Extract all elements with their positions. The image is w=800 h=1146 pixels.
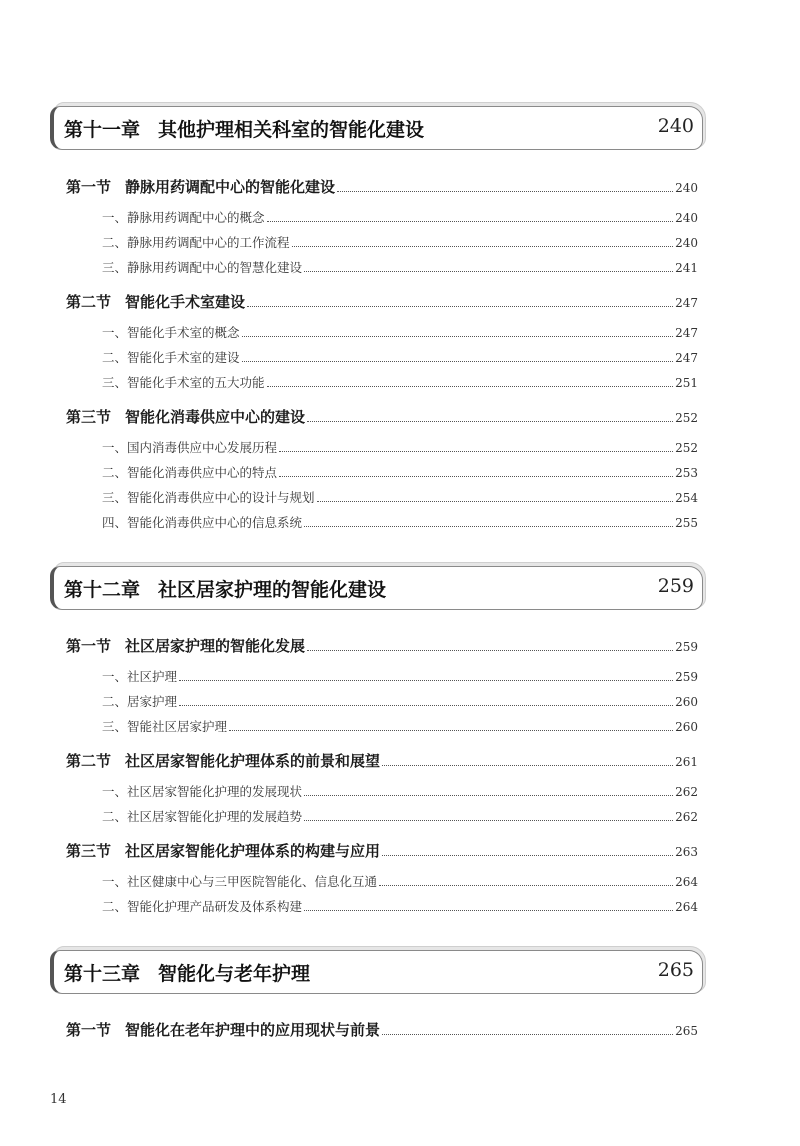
toc-section[interactable]	[66, 291, 698, 312]
item-page: 262	[675, 785, 698, 799]
item-title: 一、社区健康中心与三甲医院智能化、信息化互通	[102, 874, 378, 889]
section-label: 第二节	[66, 752, 112, 770]
chapter-heading	[50, 950, 700, 994]
chapter-title-text: 智能化与老年护理	[158, 963, 311, 985]
item-title: 一、国内消毒供应中心发展历程	[102, 440, 278, 455]
section-title: 社区居家智能化护理体系的构建与应用	[125, 842, 381, 860]
dot-leader	[292, 246, 674, 247]
section-title: 静脉用药调配中心的智能化建设	[125, 178, 336, 196]
chapter-page: 265	[657, 959, 694, 981]
dot-leader	[242, 361, 674, 362]
item-page: 251	[675, 376, 698, 390]
dot-leader	[242, 336, 674, 337]
dot-leader	[247, 306, 673, 307]
item-page: 254	[675, 491, 698, 505]
item-page: 259	[675, 670, 698, 684]
chapter-label: 第十一章	[64, 119, 141, 141]
dot-leader	[279, 451, 673, 452]
chapter-title	[64, 959, 310, 986]
toc-item[interactable]	[102, 348, 698, 366]
section-title: 智能化在老年护理中的应用现状与前景	[125, 1021, 381, 1039]
dot-leader	[179, 680, 673, 681]
item-title: 一、社区居家智能化护理的发展现状	[102, 784, 303, 799]
dot-leader	[267, 221, 674, 222]
item-page: 247	[675, 351, 698, 365]
chapter-title	[64, 115, 424, 142]
item-page: 247	[675, 326, 698, 340]
dot-leader	[382, 765, 673, 766]
item-title: 一、静脉用药调配中心的概念	[102, 210, 265, 225]
dot-leader	[379, 885, 673, 886]
dot-leader	[279, 476, 673, 477]
chapter-title-text: 其他护理相关科室的智能化建设	[158, 119, 425, 141]
item-title: 一、智能化手术室的概念	[102, 325, 240, 340]
dot-leader	[304, 526, 673, 527]
toc-section[interactable]	[66, 840, 698, 861]
dot-leader	[229, 730, 673, 731]
dot-leader	[304, 820, 673, 821]
section-title: 社区居家护理的智能化发展	[125, 637, 306, 655]
dot-leader	[307, 421, 673, 422]
item-page: 264	[675, 900, 698, 914]
item-page: 260	[675, 720, 698, 734]
toc-section[interactable]	[66, 635, 698, 656]
toc-item[interactable]	[102, 807, 698, 825]
section-title: 智能化手术室建设	[125, 293, 246, 311]
toc-item[interactable]	[102, 438, 698, 456]
dot-leader	[337, 191, 673, 192]
dot-leader	[307, 650, 673, 651]
section-page: 247	[675, 296, 698, 310]
section-page: 240	[675, 181, 698, 195]
toc-item[interactable]	[102, 872, 698, 890]
dot-leader	[317, 501, 674, 502]
toc-item[interactable]	[102, 897, 698, 915]
toc-item[interactable]	[102, 717, 698, 735]
section-label: 第三节	[66, 408, 112, 426]
toc-item[interactable]	[102, 463, 698, 481]
section-label: 第一节	[66, 1021, 112, 1039]
item-page: 255	[675, 516, 698, 530]
dot-leader	[304, 271, 673, 272]
section-page: 265	[675, 1024, 698, 1038]
toc-item[interactable]	[102, 488, 698, 506]
item-page: 262	[675, 810, 698, 824]
toc-item[interactable]	[102, 258, 698, 276]
item-title: 二、静脉用药调配中心的工作流程	[102, 235, 290, 250]
chapter-heading	[50, 106, 700, 150]
item-title: 四、智能化消毒供应中心的信息系统	[102, 515, 303, 530]
toc-section[interactable]	[66, 176, 698, 197]
item-title: 二、智能化消毒供应中心的特点	[102, 465, 278, 480]
chapter-heading	[50, 566, 700, 610]
item-title: 一、社区护理	[102, 669, 178, 684]
item-page: 252	[675, 441, 698, 455]
toc-section[interactable]	[66, 750, 698, 771]
dot-leader	[382, 1034, 673, 1035]
chapter-label: 第十三章	[64, 963, 141, 985]
dot-leader	[267, 386, 674, 387]
item-page: 240	[675, 236, 698, 250]
toc-section[interactable]	[66, 406, 698, 427]
section-title: 社区居家智能化护理体系的前景和展望	[125, 752, 381, 770]
item-page: 260	[675, 695, 698, 709]
section-label: 第三节	[66, 842, 112, 860]
item-title: 二、智能化护理产品研发及体系构建	[102, 899, 303, 914]
toc-item[interactable]	[102, 782, 698, 800]
dot-leader	[304, 910, 673, 911]
dot-leader	[382, 855, 673, 856]
toc-item[interactable]	[102, 513, 698, 531]
toc-item[interactable]	[102, 667, 698, 685]
toc-item[interactable]	[102, 208, 698, 226]
item-page: 253	[675, 466, 698, 480]
item-title: 二、社区居家智能化护理的发展趋势	[102, 809, 303, 824]
item-page: 240	[675, 211, 698, 225]
section-label: 第一节	[66, 178, 112, 196]
item-title: 二、居家护理	[102, 694, 178, 709]
section-page: 259	[675, 640, 698, 654]
item-page: 264	[675, 875, 698, 889]
item-title: 三、智能社区居家护理	[102, 719, 228, 734]
page-number: 14	[50, 1092, 67, 1107]
dot-leader	[304, 795, 673, 796]
toc-item[interactable]	[102, 692, 698, 710]
section-label: 第二节	[66, 293, 112, 311]
chapter-page: 240	[657, 115, 694, 137]
section-title: 智能化消毒供应中心的建设	[125, 408, 306, 426]
toc-item[interactable]	[102, 373, 698, 391]
item-title: 三、静脉用药调配中心的智慧化建设	[102, 260, 303, 275]
dot-leader	[179, 705, 673, 706]
toc-section[interactable]	[66, 1019, 698, 1040]
item-title: 三、智能化消毒供应中心的设计与规划	[102, 490, 315, 505]
section-page: 261	[675, 755, 698, 769]
section-label: 第一节	[66, 637, 112, 655]
chapter-label: 第十二章	[64, 579, 141, 601]
chapter-page: 259	[657, 575, 694, 597]
item-page: 241	[675, 261, 698, 275]
item-title: 二、智能化手术室的建设	[102, 350, 240, 365]
chapter-title-text: 社区居家护理的智能化建设	[158, 579, 387, 601]
item-title: 三、智能化手术室的五大功能	[102, 375, 265, 390]
toc-item[interactable]	[102, 233, 698, 251]
section-page: 252	[675, 411, 698, 425]
toc-item[interactable]	[102, 323, 698, 341]
section-page: 263	[675, 845, 698, 859]
chapter-title	[64, 575, 386, 602]
